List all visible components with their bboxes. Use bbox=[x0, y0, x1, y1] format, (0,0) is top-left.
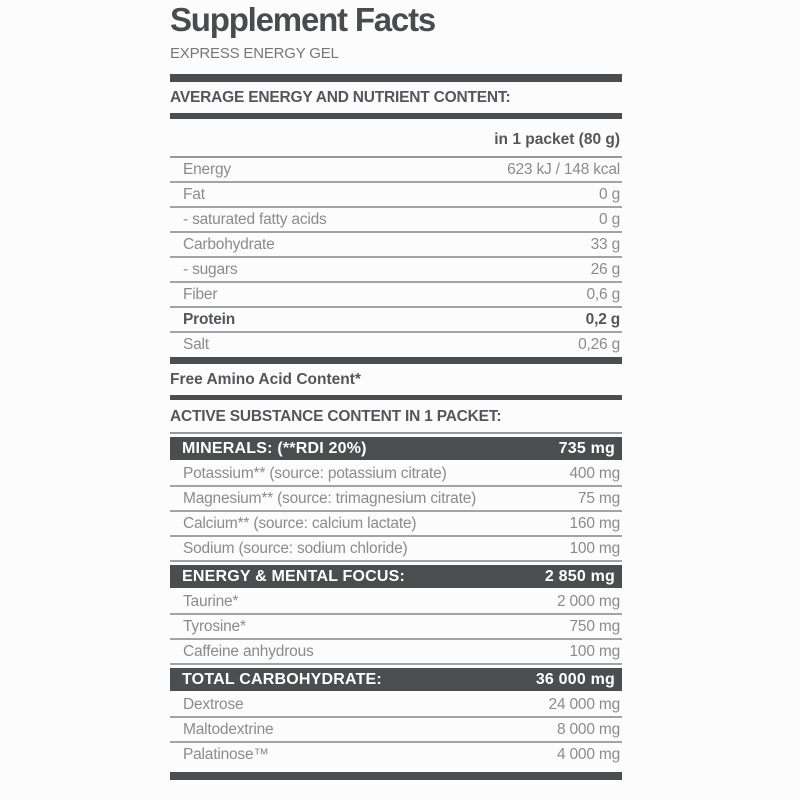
row-value: 75 mg bbox=[577, 489, 620, 507]
row-value: 0,26 g bbox=[578, 336, 620, 353]
row-value: 0,2 g bbox=[585, 310, 620, 328]
row-value: 160 mg bbox=[569, 514, 620, 532]
amino-acid-note: Free Amino Acid Content* bbox=[170, 371, 361, 388]
row-label: Fiber bbox=[183, 285, 218, 303]
row-label: Calcium** (source: calcium lactate) bbox=[183, 514, 417, 532]
table-row bbox=[170, 743, 622, 767]
row-value: 0 g bbox=[599, 210, 620, 228]
row-value: 750 mg bbox=[569, 617, 620, 635]
table-row-protein bbox=[170, 308, 622, 333]
row-value: 623 kJ / 148 kcal bbox=[507, 160, 620, 178]
divider-thick-top bbox=[170, 74, 622, 82]
row-label: - saturated fatty acids bbox=[183, 210, 327, 228]
table-row bbox=[170, 258, 622, 283]
group-header-total: 735 mg bbox=[558, 439, 615, 457]
row-label: Caffeine anhydrous bbox=[183, 642, 314, 660]
divider-thick bbox=[170, 357, 622, 364]
nutrient-rows bbox=[170, 158, 622, 357]
table-row bbox=[170, 183, 622, 208]
row-label: Sodium (source: sodium chloride) bbox=[183, 539, 408, 557]
divider-thick-bottom bbox=[170, 772, 622, 780]
table-row bbox=[170, 462, 622, 487]
section-heading-nutrient: AVERAGE ENERGY AND NUTRIENT CONTENT: bbox=[170, 89, 511, 106]
page-title: Supplement Facts bbox=[170, 1, 436, 38]
row-label: Potassium** (source: potassium citrate) bbox=[183, 464, 447, 482]
row-label: Palatinose™ bbox=[183, 746, 269, 763]
table-row bbox=[170, 615, 622, 640]
row-label: Dextrose bbox=[183, 695, 244, 713]
column-header: in 1 packet (80 g) bbox=[170, 119, 622, 158]
row-value: 26 g bbox=[590, 260, 620, 278]
table-row bbox=[170, 283, 622, 308]
group-header-minerals bbox=[170, 437, 622, 460]
row-value: 0,6 g bbox=[586, 285, 620, 303]
supplement-facts-label bbox=[170, 0, 622, 780]
section-heading-active: ACTIVE SUBSTANCE CONTENT IN 1 PACKET: bbox=[170, 400, 622, 434]
row-value: 4 000 mg bbox=[556, 746, 620, 763]
product-name: EXPRESS ENERGY GEL bbox=[170, 45, 339, 62]
group-header-total: 2 850 mg bbox=[544, 567, 615, 585]
row-label: Salt bbox=[183, 336, 209, 353]
table-row bbox=[170, 718, 622, 743]
row-label: Fat bbox=[183, 185, 205, 203]
table-row bbox=[170, 537, 622, 562]
table-row bbox=[170, 208, 622, 233]
table-row bbox=[170, 487, 622, 512]
row-label: Taurine* bbox=[183, 592, 239, 610]
group-header-label: MINERALS: (**RDI 20%) bbox=[182, 439, 367, 457]
row-label: Energy bbox=[183, 160, 231, 178]
row-value: 0 g bbox=[599, 185, 620, 203]
table-row bbox=[170, 512, 622, 537]
table-row bbox=[170, 233, 622, 258]
row-label: Magnesium** (source: trimagnesium citrate) bbox=[183, 489, 477, 507]
row-value: 100 mg bbox=[569, 539, 620, 557]
row-value: 24 000 mg bbox=[548, 695, 620, 713]
group-header-total-carbohydrate bbox=[170, 668, 622, 691]
table-row bbox=[170, 158, 622, 183]
row-value: 100 mg bbox=[569, 642, 620, 660]
row-value: 2 000 mg bbox=[556, 592, 620, 610]
table-row bbox=[170, 590, 622, 615]
row-value: 8 000 mg bbox=[556, 720, 620, 738]
group-header-label: ENERGY & MENTAL FOCUS: bbox=[182, 567, 406, 585]
row-label: Tyrosine* bbox=[183, 617, 246, 635]
table-row bbox=[170, 333, 622, 357]
row-value: 400 mg bbox=[569, 464, 620, 482]
group-header-total: 36 000 mg bbox=[535, 670, 615, 688]
table-row bbox=[170, 693, 622, 718]
group-header-energy-focus bbox=[170, 565, 622, 588]
group-header-label: TOTAL CARBOHYDRATE: bbox=[182, 670, 382, 688]
row-value: 33 g bbox=[590, 235, 620, 253]
table-row bbox=[170, 640, 622, 665]
row-label: - sugars bbox=[183, 260, 238, 278]
row-label: Maltodextrine bbox=[183, 720, 274, 738]
row-label: Carbohydrate bbox=[183, 235, 275, 253]
row-label: Protein bbox=[183, 310, 235, 328]
